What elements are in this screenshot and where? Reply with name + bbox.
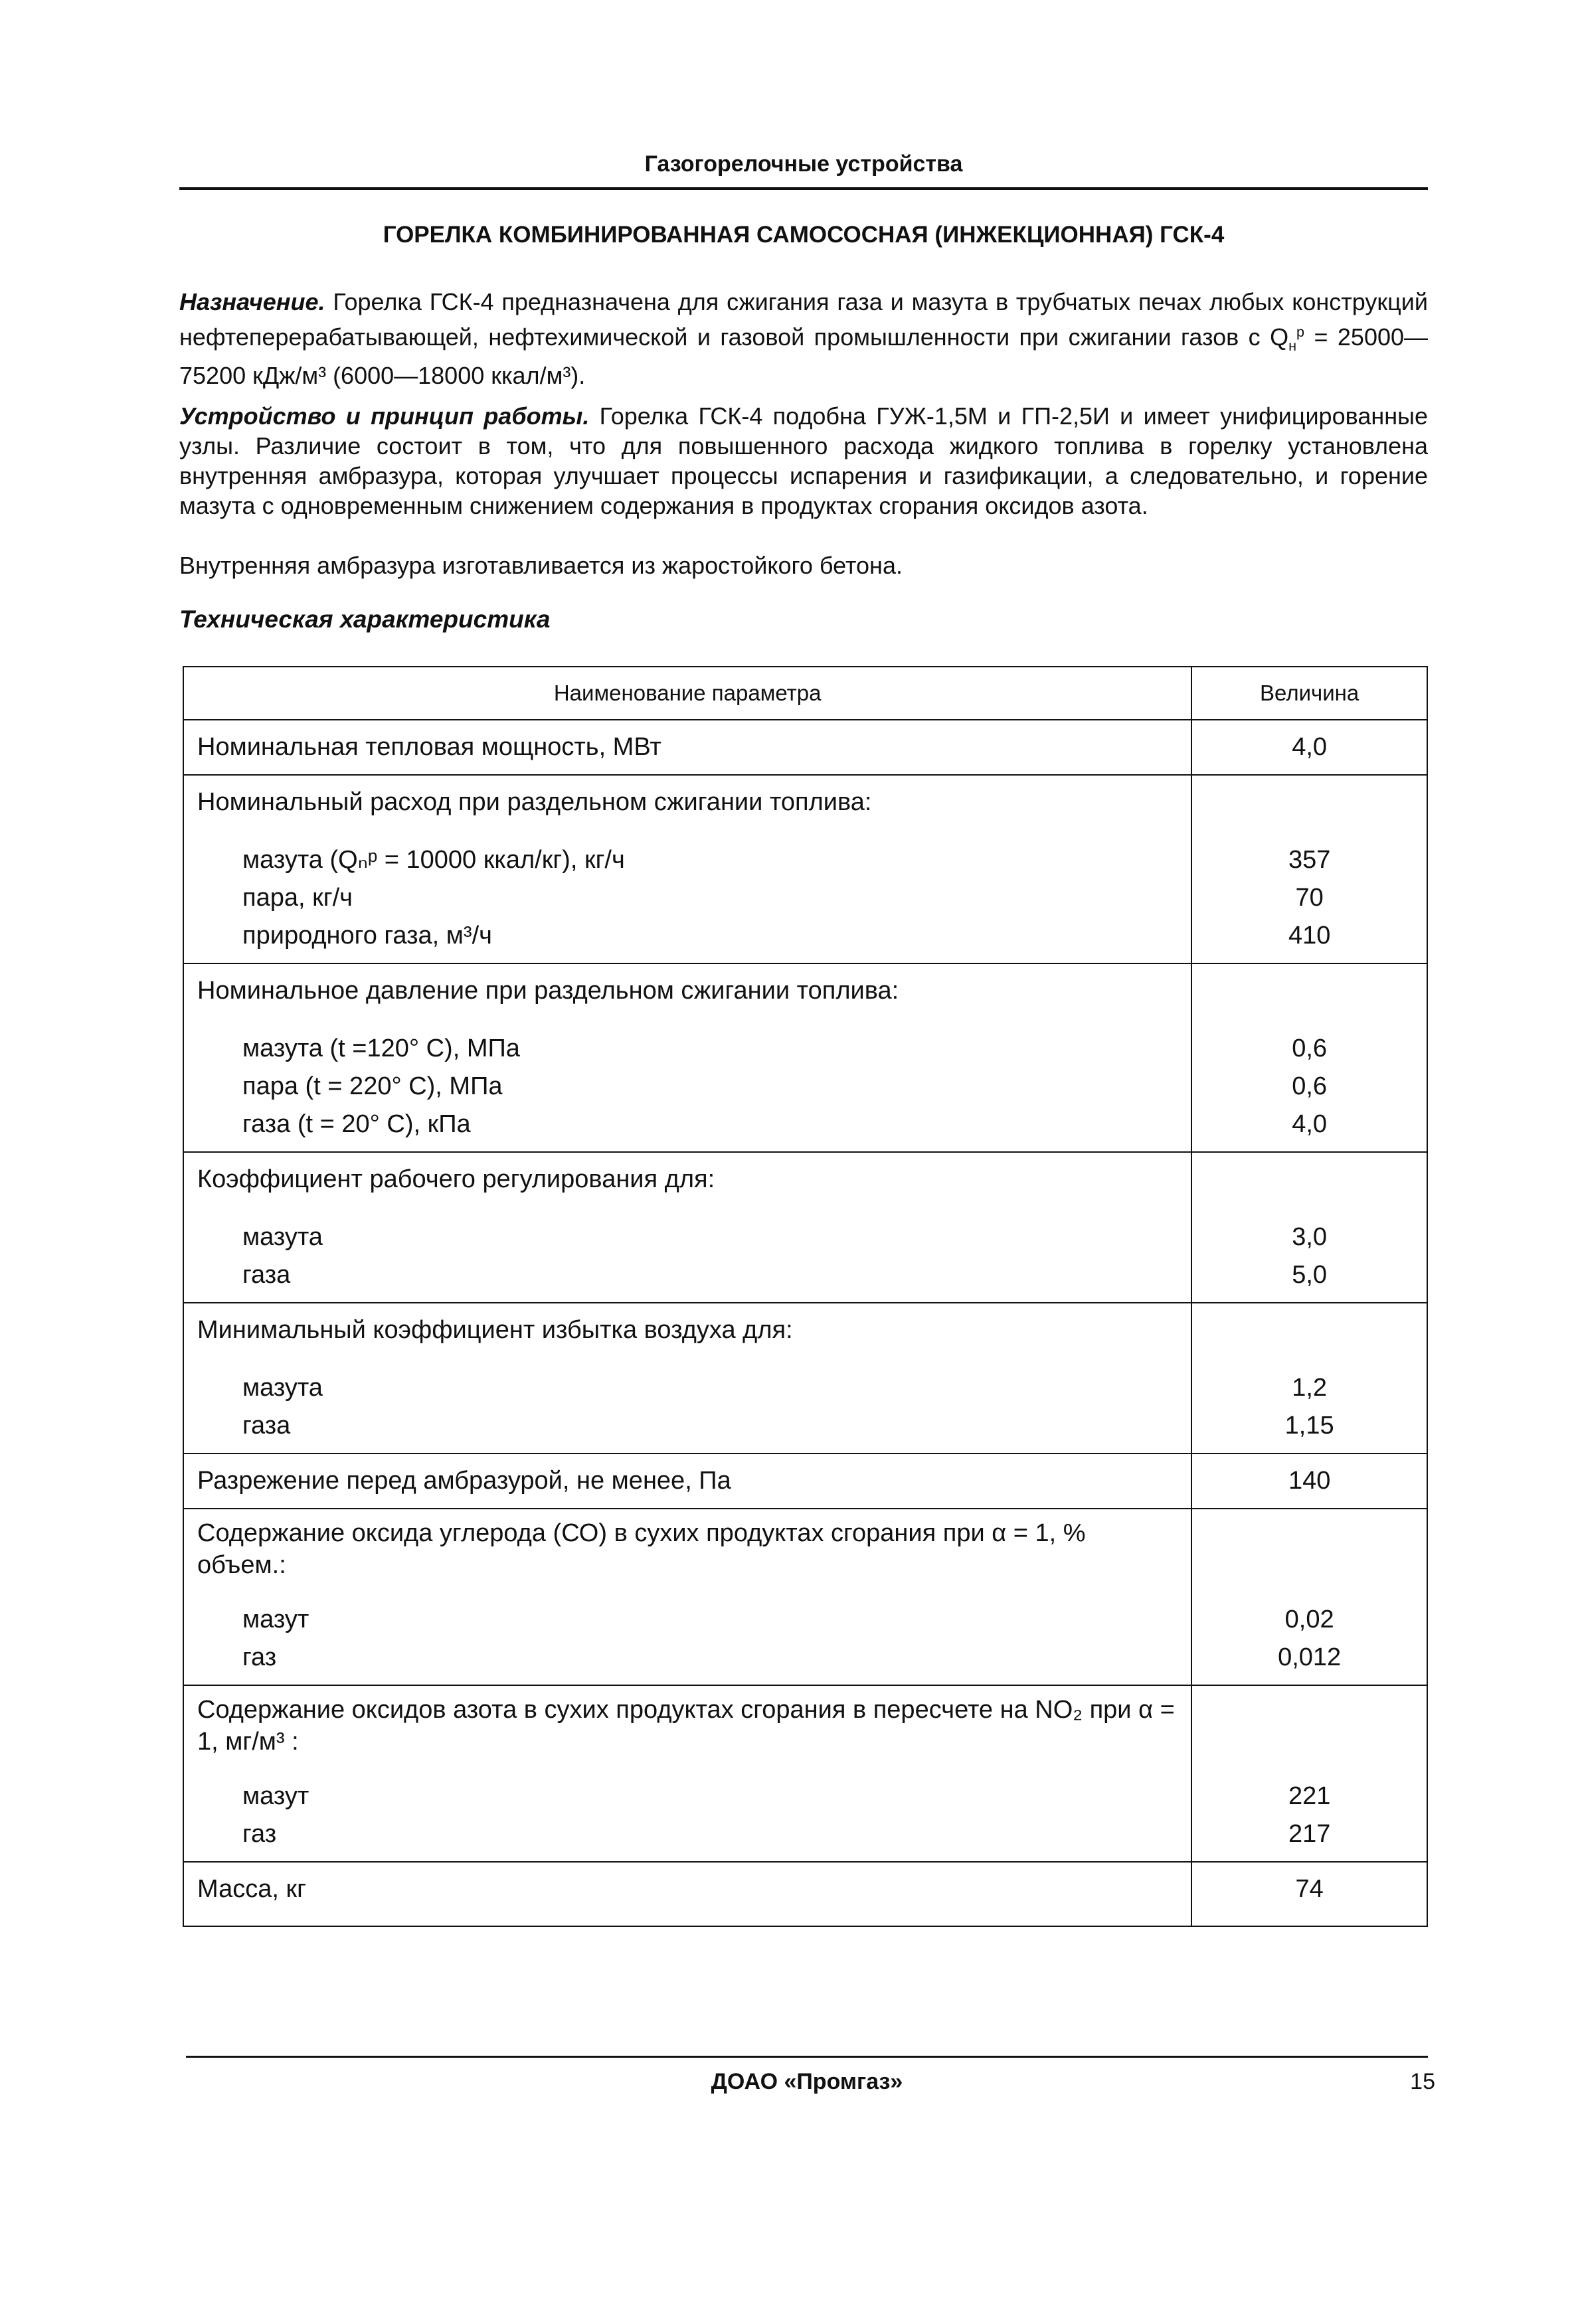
param-sub-value: 217 <box>1288 1820 1331 1848</box>
table-header-row <box>183 667 1427 720</box>
param-group <box>183 1509 1191 1685</box>
table-row <box>183 1685 1427 1862</box>
param-group-title: Номинальный расход при раздельном сжигании топлива: <box>197 788 872 816</box>
table-row <box>183 775 1427 963</box>
param-sub-name: мазут <box>242 1782 309 1810</box>
param-group-title: Минимальный коэффициент избытка воздуха для: <box>197 1316 793 1344</box>
param-sub-name: газ <box>242 1643 277 1671</box>
table-row <box>183 1453 1427 1509</box>
param-values <box>1191 1152 1427 1303</box>
purpose-paragraph: Назначение. Горелка ГСК-4 предназначена для сжигания газа и мазута в трубчатых печах любых конструкций нефтеперерабатывающей, нефтехимической и газовой промышленности при сжигании газов с $Q_н^р$ = 25000—75200 кДж/м³ (6000—18000 ккал/м³). <box>179 288 1429 390</box>
design-text: Горелка ГСК-4 подобна ГУЖ-1,5М и ГП-2,5И и имеет унифицированные узлы. Различие состоит в том, что для повышенного расхода жидкого топлива в горелку установлена внутренняя амбразура, которая улучшает процессы испарения и газификации, а следовательно, и горение мазута с одновременным снижением содержания в продуктах сгорания оксидов азота. <box>179 402 1428 519</box>
param-sub-name: газа <box>242 1261 291 1289</box>
param-sub-name: газ <box>242 1820 277 1848</box>
param-name: Масса, кг <box>183 1862 1191 1926</box>
param-group <box>183 775 1191 963</box>
table-row <box>183 1509 1427 1685</box>
table-row <box>183 1862 1427 1926</box>
design-paragraph <box>179 401 1428 521</box>
param-value: 4,0 <box>1191 720 1427 775</box>
param-values <box>1191 775 1427 963</box>
param-sub-name: пара (t = 220° С), МПа <box>242 1072 503 1100</box>
param-sub-name: природного газа, м³/ч <box>242 922 492 950</box>
purpose-lead: Назначение. <box>179 288 325 315</box>
param-sub-value: 221 <box>1288 1782 1331 1810</box>
document-title: ГОРЕЛКА КОМБИНИРОВАННАЯ САМОСОСНАЯ (ИНЖЕКЦИОННАЯ) ГСК-4 <box>383 222 1225 248</box>
param-sub-name: мазута <box>242 1223 323 1251</box>
param-sub-name: мазута <box>242 1374 323 1402</box>
param-values <box>1191 963 1427 1152</box>
footer-rule <box>186 2056 1428 2058</box>
param-value: 74 <box>1191 1862 1427 1926</box>
param-sub-value: 0,012 <box>1278 1643 1342 1671</box>
param-name: Разрежение перед амбразурой, не менее, Па <box>183 1453 1191 1509</box>
spec-table <box>183 666 1428 1927</box>
param-sub-value: 4,0 <box>1292 1110 1328 1138</box>
spec-heading: Техническая характеристика <box>179 606 551 633</box>
design-paragraph-2: Внутренняя амбразура изготавливается из жаростойкого бетона. <box>179 552 903 579</box>
table-row <box>183 963 1427 1152</box>
param-group <box>183 1685 1191 1862</box>
page-number: 15 <box>1410 2069 1435 2094</box>
param-group-title: Коэффициент рабочего регулирования для: <box>197 1165 715 1193</box>
param-sub-value: 1,15 <box>1284 1412 1334 1440</box>
running-header: Газогорелочные устройства <box>644 151 963 177</box>
param-sub-value: 0,6 <box>1292 1072 1328 1100</box>
design-lead: Устройство и принцип работы. <box>179 402 590 430</box>
param-sub-name: пара, кг/ч <box>242 884 353 912</box>
column-header-name: Наименование параметра <box>183 667 1191 720</box>
column-header-value: Величина <box>1191 667 1427 720</box>
table-row <box>183 1303 1427 1453</box>
purpose-text: Горелка ГСК-4 предназначена для сжигания газа и мазута в трубчатых печах любых конструкций нефтеперерабатывающей, нефтехимической и газовой промышленности при сжигании газов с Q <box>179 288 1428 351</box>
param-sub-name: мазута (Qₙᵖ = 10000 ккал/кг), кг/ч <box>242 846 625 874</box>
param-value: 140 <box>1191 1453 1427 1509</box>
param-sub-value: 357 <box>1288 846 1331 874</box>
param-group <box>183 1303 1191 1453</box>
param-sub-name: газа (t = 20° С), кПа <box>242 1110 471 1138</box>
param-sub-name: газа <box>242 1412 291 1440</box>
table-row <box>183 720 1427 775</box>
param-group <box>183 963 1191 1152</box>
table-row <box>183 1152 1427 1303</box>
param-name: Номинальная тепловая мощность, МВт <box>183 720 1191 775</box>
param-sub-value: 0,02 <box>1284 1606 1334 1633</box>
param-sub-value: 1,2 <box>1292 1374 1328 1402</box>
param-group <box>183 1152 1191 1303</box>
param-values <box>1191 1303 1427 1453</box>
purpose-text-end: = 25000—75200 кДж/м³ (6000—18000 ккал/м³). <box>179 323 1429 390</box>
param-sub-value: 410 <box>1288 922 1331 950</box>
footer-organization: ДОАО «Промгаз» <box>711 2069 903 2094</box>
param-values <box>1191 1685 1427 1862</box>
param-group-title: Содержание оксида углерода (СО) в сухих продуктах сгорания при α = 1, % объем.: <box>197 1519 1086 1579</box>
param-group-title: Содержание оксидов азота в сухих продуктах сгорания в пересчете на NO₂ при α = 1, мг/м³ : <box>197 1696 1175 1756</box>
param-sub-name: мазут <box>242 1606 309 1633</box>
param-sub-value: 0,6 <box>1292 1035 1328 1062</box>
param-sub-value: 70 <box>1295 884 1324 912</box>
param-sub-value: 5,0 <box>1292 1261 1328 1289</box>
param-sub-name: мазута (t =120° С), МПа <box>242 1035 520 1062</box>
param-values <box>1191 1509 1427 1685</box>
param-group-title: Номинальное давление при раздельном сжигании топлива: <box>197 977 899 1005</box>
param-sub-value: 3,0 <box>1292 1223 1328 1251</box>
header-rule <box>179 187 1428 190</box>
